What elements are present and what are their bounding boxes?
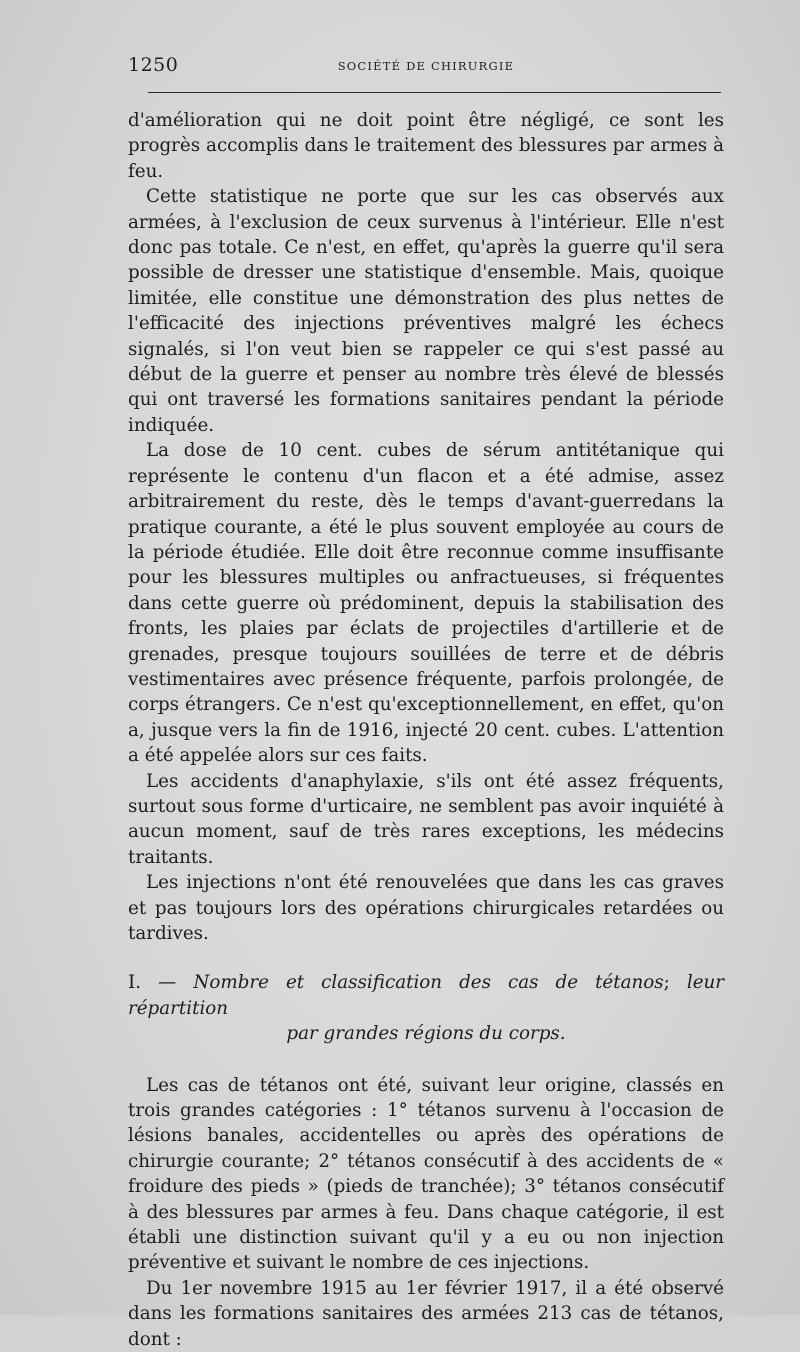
section-title-separator: ; xyxy=(663,972,670,994)
paragraph-categories: Les cas de tétanos ont été, suivant leur origine, classés en trois grandes catégories : 1° tétanos survenu à l'occasion de lésions banales, accidentelles ou après des opérations de chirurgie courante; 2° tétanos consécutif à des accidents de « froidure des pieds » (pieds de tranchée); 3° tétanos consécutif à des blessures par armes à feu. Dans chaque catégorie, il est établi une distinction suivant qu'il y a eu ou non injection préventive et suivant le nombre de ces injections. xyxy=(128,1074,724,1274)
running-title: SOCIÉTÉ DE CHIRURGIE xyxy=(337,59,515,73)
paragraph-continued: d'amélioration qui ne doit point être négligé, ce sont les progrès accomplis dans le traitement des blessures par armes à feu. xyxy=(128,110,724,182)
paragraph-cas-observes: Du 1er novembre 1915 au 1er février 1917, il a été observé dans les formations sanitaires des armées 213 cas de tétanos, dont : xyxy=(128,1277,724,1350)
section-title-part-1: Nombre et classification des cas de tétanos xyxy=(193,972,664,994)
header-rule xyxy=(148,92,721,93)
paragraph-statistique: Cette statistique ne porte que sur les cas observés aux armées, à l'exclusion de ceux survenus à l'intérieur. Elle n'est donc pas totale. Ce n'est, en effet, qu'après la guerre qu'il sera possible de dresser une statistique d'ensemble. Mais, quoique limitée, elle constitue une démonstration des plus nettes de l'efficacité des injections préventives malgré les échecs signalés, si l'on veut bien se rappeler ce qui s'est passé au début de la guerre et penser au nombre très élevé de blessés qui ont traversé les formations sanitaires pendant la période indiquée. xyxy=(128,186,724,436)
paragraph-dose: La dose de 10 cent. cubes de sérum antitétanique qui représente le contenu d'un flacon et a été admise, assez arbitrairement du reste, dès le temps d'avant-guerredans la pratique courante, a été le plus souvent employée au cours de la période étudiée. Elle doit être reconnue comme insuffisante pour les blessures multiples ou anfractueuses, si fréquentes dans cette guerre où prédominent, depuis la stabilisation des fronts, les plaies par éclats de projectiles d'artillerie et de grenades, presque toujours souillées de terre et de débris vestimentaires avec présence fréquente, parfois prolongée, de corps étrangers. Ce n'est qu'exceptionnellement, en effet, qu'on a, jusque vers la fin de 1916, injecté 20 cent. cubes. L'attention a été appelée alors sur ces faits. xyxy=(128,440,724,767)
body-text xyxy=(128,108,724,1352)
paragraph-anaphylaxie: Les accidents d'anaphylaxie, s'ils ont été assez fréquents, surtout sous forme d'urticaire, ne semblent pas avoir inquiété à aucun moment, sauf de très rares exceptions, les médecins traitants. xyxy=(128,770,724,868)
section-title-part-2: leur répartition xyxy=(128,972,725,1019)
page-number: 1250 xyxy=(128,54,179,76)
section-heading xyxy=(128,970,724,1046)
page-header xyxy=(128,54,724,84)
section-heading-line-2: par grandes régions du corps. xyxy=(286,1023,566,1045)
section-number: I. — xyxy=(128,972,177,994)
section-heading-line-1 xyxy=(128,970,724,1021)
paragraph-injections: Les injections n'ont été renouvelées que dans les cas graves et pas toujours lors des opérations chirurgicales retardées ou tardives. xyxy=(128,872,724,944)
